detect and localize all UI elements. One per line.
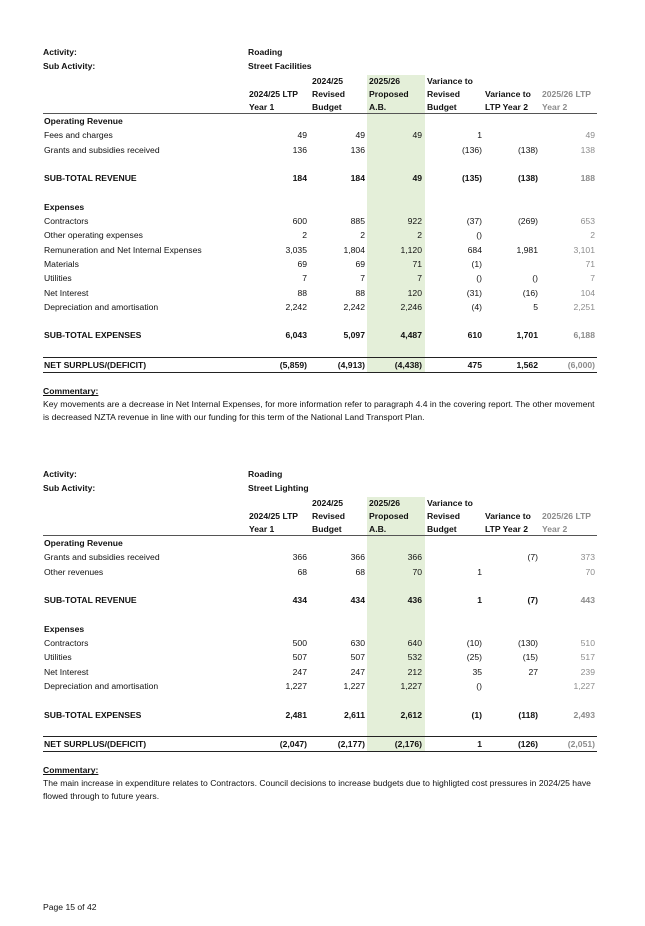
- activity-row: [43, 47, 597, 61]
- cell-c6: 373: [580, 552, 595, 563]
- column-header-line: LTP Year 2: [485, 102, 528, 112]
- cell-c5: (7): [527, 552, 538, 563]
- column-header-line: [542, 75, 596, 88]
- cell-c1: 136: [292, 144, 307, 155]
- column-header-line: 2025/26 LTP: [542, 511, 592, 521]
- table-body: [43, 536, 597, 752]
- column-header-c4: [427, 497, 483, 535]
- column-header-c2: [312, 75, 366, 113]
- column-header-line: 2025/26: [369, 498, 401, 508]
- cell-c1: 434: [292, 595, 307, 606]
- budget-table: [43, 75, 597, 373]
- row-label: Grants and subsidies received: [44, 144, 160, 155]
- cell-c5: 1,701: [516, 330, 538, 341]
- cell-c6: 2,251: [573, 301, 595, 312]
- spacer-row: [43, 607, 597, 621]
- subtotal-row: [43, 171, 597, 185]
- cell-c1: 69: [297, 258, 307, 269]
- cell-c2: 2: [360, 230, 365, 241]
- cell-c2: 507: [350, 652, 365, 663]
- table-body: [43, 114, 597, 373]
- spacer-row: [43, 579, 597, 593]
- cell-c3: (2,176): [394, 739, 422, 750]
- cell-c3: 49: [412, 130, 422, 141]
- cell-c3: 7: [417, 273, 422, 284]
- cell-c2: 2,611: [343, 709, 365, 720]
- column-header-c6: [542, 497, 596, 535]
- cell-c4: 35: [472, 666, 482, 677]
- cell-c1: 184: [292, 173, 307, 184]
- table-row: [43, 143, 597, 157]
- cell-c3: 436: [407, 595, 422, 606]
- cell-c1: 600: [292, 216, 307, 227]
- column-header-line: Revised: [427, 511, 460, 521]
- cell-c3: 49: [412, 173, 422, 184]
- column-header-line: A.B.: [369, 524, 387, 534]
- cell-c1: 3,035: [285, 244, 307, 255]
- row-label: Fees and charges: [44, 130, 113, 141]
- column-header-line: Proposed: [369, 511, 409, 521]
- sub-activity-value: Street Facilities: [248, 61, 312, 71]
- column-header-line: [485, 497, 539, 510]
- table-row: [43, 636, 597, 650]
- cell-c2: (2,177): [337, 739, 365, 750]
- row-label: SUB-TOTAL EXPENSES: [44, 709, 142, 720]
- column-header-line: Revised: [312, 89, 345, 99]
- row-label: Net Interest: [44, 666, 89, 677]
- cell-c6: 104: [580, 287, 595, 298]
- row-label: Net Interest: [44, 287, 89, 298]
- street-facilities-section: [43, 47, 597, 424]
- column-header-line: Year 2: [542, 102, 568, 112]
- cell-c4: (31): [466, 287, 482, 298]
- cell-c6: 188: [580, 173, 595, 184]
- table-row: [43, 228, 597, 242]
- cell-c6: (2,051): [567, 739, 595, 750]
- cell-c6: 2,493: [573, 709, 595, 720]
- column-header-line: Budget: [427, 524, 457, 534]
- cell-c4: 1: [477, 566, 482, 577]
- column-header-line: [249, 75, 308, 88]
- cell-c5: (138): [517, 173, 538, 184]
- column-header-c5: [485, 75, 539, 113]
- cell-c5: 27: [528, 666, 538, 677]
- row-label: Expenses: [44, 623, 85, 634]
- cell-c6: 49: [585, 130, 595, 141]
- cell-c1: 7: [302, 273, 307, 284]
- column-header-line: 2025/26: [369, 76, 401, 86]
- cell-c4: (): [476, 273, 482, 284]
- column-header-line: Year 1: [249, 524, 275, 534]
- column-header-line: Revised: [427, 89, 460, 99]
- column-header-c5: [485, 497, 539, 535]
- cell-c1: 68: [297, 566, 307, 577]
- column-header-line: [485, 75, 539, 88]
- cell-c5: (15): [522, 652, 538, 663]
- row-label: SUB-TOTAL REVENUE: [44, 173, 137, 184]
- table-row: [43, 679, 597, 693]
- cell-c3: 1,120: [400, 244, 422, 255]
- cell-c1: 2,481: [285, 709, 307, 720]
- cell-c2: 247: [350, 666, 365, 677]
- commentary-heading: Commentary:: [43, 386, 99, 397]
- spacer-row: [43, 343, 597, 357]
- cell-c2: 184: [350, 173, 365, 184]
- column-header-line: Variance to: [485, 89, 531, 99]
- group-heading: [43, 200, 597, 214]
- row-label: Utilities: [44, 652, 72, 663]
- column-header-line: LTP Year 2: [485, 524, 528, 534]
- commentary-text: The main increase in expenditure relates to Contractors. Council decisions to increase budgets due to highligted cost pressures in 2024/25 have flowed through to future years.: [43, 778, 591, 802]
- cell-c6: 6,188: [573, 330, 595, 341]
- column-headers: [43, 497, 597, 536]
- street-lighting-section: [43, 469, 597, 803]
- cell-c4: (1): [471, 709, 482, 720]
- cell-c2: 885: [350, 216, 365, 227]
- cell-c1: (5,859): [279, 360, 307, 371]
- table-row: [43, 271, 597, 285]
- table-row: [43, 286, 597, 300]
- row-label: Utilities: [44, 273, 72, 284]
- column-header-c2: [312, 497, 366, 535]
- cell-c1: 247: [292, 666, 307, 677]
- column-header-line: 2025/26 LTP: [542, 89, 592, 99]
- cell-c3: 1,227: [400, 680, 422, 691]
- row-label: Depreciation and amortisation: [44, 680, 159, 691]
- cell-c5: (138): [517, 144, 538, 155]
- column-header-line: Budget: [427, 102, 457, 112]
- table-row: [43, 214, 597, 228]
- cell-c2: 136: [350, 144, 365, 155]
- cell-c1: 2,242: [285, 301, 307, 312]
- spacer-row: [43, 693, 597, 707]
- row-label: Depreciation and amortisation: [44, 301, 159, 312]
- row-label: Other operating expenses: [44, 230, 143, 241]
- group-heading: [43, 114, 597, 128]
- cell-c3: 71: [412, 258, 422, 269]
- net-surplus-row: [43, 357, 597, 373]
- cell-c4: 1: [477, 595, 482, 606]
- cell-c6: 138: [580, 144, 595, 155]
- cell-c5: 1,562: [516, 360, 538, 371]
- cell-c5: (7): [527, 595, 538, 606]
- cell-c6: 443: [580, 595, 595, 606]
- sub-activity-value: Street Lighting: [248, 483, 309, 493]
- cell-c3: 640: [407, 638, 422, 649]
- cell-c4: (25): [466, 652, 482, 663]
- cell-c5: (16): [522, 287, 538, 298]
- cell-c3: 2: [417, 230, 422, 241]
- cell-c1: 500: [292, 638, 307, 649]
- column-header-c3: [369, 497, 423, 535]
- cell-c2: (4,913): [337, 360, 365, 371]
- column-header-line: Variance to: [427, 76, 473, 86]
- column-header-line: 2024/25 LTP: [249, 89, 299, 99]
- cell-c2: 2,242: [343, 301, 365, 312]
- cell-c5: (126): [517, 739, 538, 750]
- row-label: Contractors: [44, 638, 89, 649]
- cell-c4: (1): [471, 258, 482, 269]
- cell-c1: 2: [302, 230, 307, 241]
- cell-c3: 2,246: [400, 301, 422, 312]
- cell-c4: 475: [467, 360, 482, 371]
- cell-c5: (): [532, 273, 538, 284]
- sub-activity-label: Sub Activity:: [43, 61, 96, 71]
- column-header-line: [249, 497, 308, 510]
- cell-c1: 366: [292, 552, 307, 563]
- spacer-row: [43, 157, 597, 171]
- cell-c5: 1,981: [516, 244, 538, 255]
- subtotal-row: [43, 328, 597, 342]
- table-row: [43, 665, 597, 679]
- column-header-line: 2024/25 LTP: [249, 511, 299, 521]
- subtotal-row: [43, 708, 597, 722]
- cell-c6: 1,227: [573, 680, 595, 691]
- sub-activity-label: Sub Activity:: [43, 483, 96, 493]
- cell-c2: 7: [360, 273, 365, 284]
- cell-c6: 70: [585, 566, 595, 577]
- column-header-c6: [542, 75, 596, 113]
- column-header-line: Variance to: [485, 511, 531, 521]
- page-number: Page 15 of 42: [43, 902, 97, 912]
- row-label: NET SURPLUS/(DEFICIT): [44, 739, 147, 750]
- commentary-text: Key movements are a decrease in Net Internal Expenses, for more information refer to paragraph 4.4 in the covering report. The other movement is decreased NZTA revenue in line with our funding for this term of the National Land Transport Plan.: [43, 399, 595, 423]
- table-row: [43, 257, 597, 271]
- column-header-c4: [427, 75, 483, 113]
- cell-c4: 684: [467, 244, 482, 255]
- cell-c6: 71: [585, 258, 595, 269]
- column-header-line: 2024/25: [312, 498, 344, 508]
- cell-c2: 366: [350, 552, 365, 563]
- cell-c2: 49: [355, 130, 365, 141]
- cell-c6: 7: [590, 273, 595, 284]
- cell-c5: 5: [533, 301, 538, 312]
- cell-c6: 3,101: [573, 244, 595, 255]
- column-header-c3: [369, 75, 423, 113]
- cell-c3: 120: [407, 287, 422, 298]
- table-row: [43, 550, 597, 564]
- table-row: [43, 300, 597, 314]
- activity-label: Activity:: [43, 469, 77, 479]
- activity-value: Roading: [248, 47, 283, 57]
- column-header-line: Budget: [312, 524, 342, 534]
- cell-c6: 510: [580, 638, 595, 649]
- cell-c4: (4): [471, 301, 482, 312]
- spacer-row: [43, 185, 597, 199]
- activity-label: Activity:: [43, 47, 77, 57]
- sub-activity-row: [43, 61, 597, 75]
- spacer-row: [43, 314, 597, 328]
- table-row: [43, 128, 597, 142]
- row-label: Contractors: [44, 216, 89, 227]
- column-header-c1: [249, 497, 308, 535]
- cell-c2: 88: [355, 287, 365, 298]
- table-row: [43, 243, 597, 257]
- cell-c3: 532: [407, 652, 422, 663]
- cell-c3: 2,612: [400, 709, 422, 720]
- column-header-line: Variance to: [427, 498, 473, 508]
- cell-c3: 4,487: [400, 330, 422, 341]
- group-heading: [43, 536, 597, 550]
- cell-c2: 1,804: [343, 244, 365, 255]
- group-heading: [43, 622, 597, 636]
- net-surplus-row: [43, 736, 597, 752]
- cell-c6: 517: [580, 652, 595, 663]
- cell-c6: 653: [580, 216, 595, 227]
- cell-c1: 507: [292, 652, 307, 663]
- cell-c2: 69: [355, 258, 365, 269]
- subtotal-row: [43, 593, 597, 607]
- cell-c2: 630: [350, 638, 365, 649]
- cell-c4: 610: [467, 330, 482, 341]
- column-header-c1: [249, 75, 308, 113]
- activity-row: [43, 469, 597, 483]
- column-headers: [43, 75, 597, 114]
- cell-c1: 1,227: [285, 680, 307, 691]
- cell-c4: (): [476, 680, 482, 691]
- cell-c5: (118): [518, 709, 538, 720]
- cell-c1: 88: [297, 287, 307, 298]
- row-label: Remuneration and Net Internal Expenses: [44, 244, 202, 255]
- column-header-line: A.B.: [369, 102, 387, 112]
- column-header-line: Proposed: [369, 89, 409, 99]
- row-label: SUB-TOTAL REVENUE: [44, 595, 137, 606]
- cell-c2: 1,227: [343, 680, 365, 691]
- cell-c4: 1: [477, 130, 482, 141]
- cell-c6: 239: [580, 666, 595, 677]
- table-row: [43, 650, 597, 664]
- activity-value: Roading: [248, 469, 283, 479]
- cell-c2: 434: [350, 595, 365, 606]
- row-label: Operating Revenue: [44, 116, 123, 126]
- row-label: Other revenues: [44, 566, 104, 577]
- row-label: Operating Revenue: [44, 538, 123, 548]
- spacer-row: [43, 722, 597, 736]
- cell-c4: (135): [461, 173, 482, 184]
- sub-activity-row: [43, 483, 597, 497]
- cell-c3: 70: [412, 566, 422, 577]
- cell-c2: 68: [355, 566, 365, 577]
- cell-c1: 49: [297, 130, 307, 141]
- cell-c2: 5,097: [343, 330, 365, 341]
- cell-c3: 922: [407, 216, 422, 227]
- cell-c4: 1: [477, 739, 482, 750]
- column-header-line: [542, 497, 596, 510]
- cell-c5: (269): [517, 216, 538, 227]
- cell-c3: 366: [407, 552, 422, 563]
- cell-c6: (6,000): [567, 360, 595, 371]
- cell-c5: (130): [517, 638, 538, 649]
- column-header-line: Revised: [312, 511, 345, 521]
- cell-c3: 212: [407, 666, 422, 677]
- cell-c4: (10): [466, 638, 482, 649]
- cell-c4: (): [476, 230, 482, 241]
- cell-c1: (2,047): [279, 739, 307, 750]
- cell-c1: 6,043: [285, 330, 307, 341]
- row-label: NET SURPLUS/(DEFICIT): [44, 360, 147, 371]
- row-label: Expenses: [44, 201, 85, 212]
- commentary-heading: Commentary:: [43, 765, 99, 776]
- column-header-line: Year 1: [249, 102, 275, 112]
- table-row: [43, 565, 597, 579]
- row-label: Materials: [44, 258, 79, 269]
- column-header-line: 2024/25: [312, 76, 344, 86]
- row-label: Grants and subsidies received: [44, 552, 160, 563]
- column-header-line: Year 2: [542, 524, 568, 534]
- cell-c6: 2: [590, 230, 595, 241]
- row-label: SUB-TOTAL EXPENSES: [44, 330, 142, 341]
- cell-c3: (4,438): [394, 360, 422, 371]
- budget-table: [43, 497, 597, 752]
- column-header-line: Budget: [312, 102, 342, 112]
- cell-c4: (136): [461, 144, 482, 155]
- cell-c4: (37): [466, 216, 482, 227]
